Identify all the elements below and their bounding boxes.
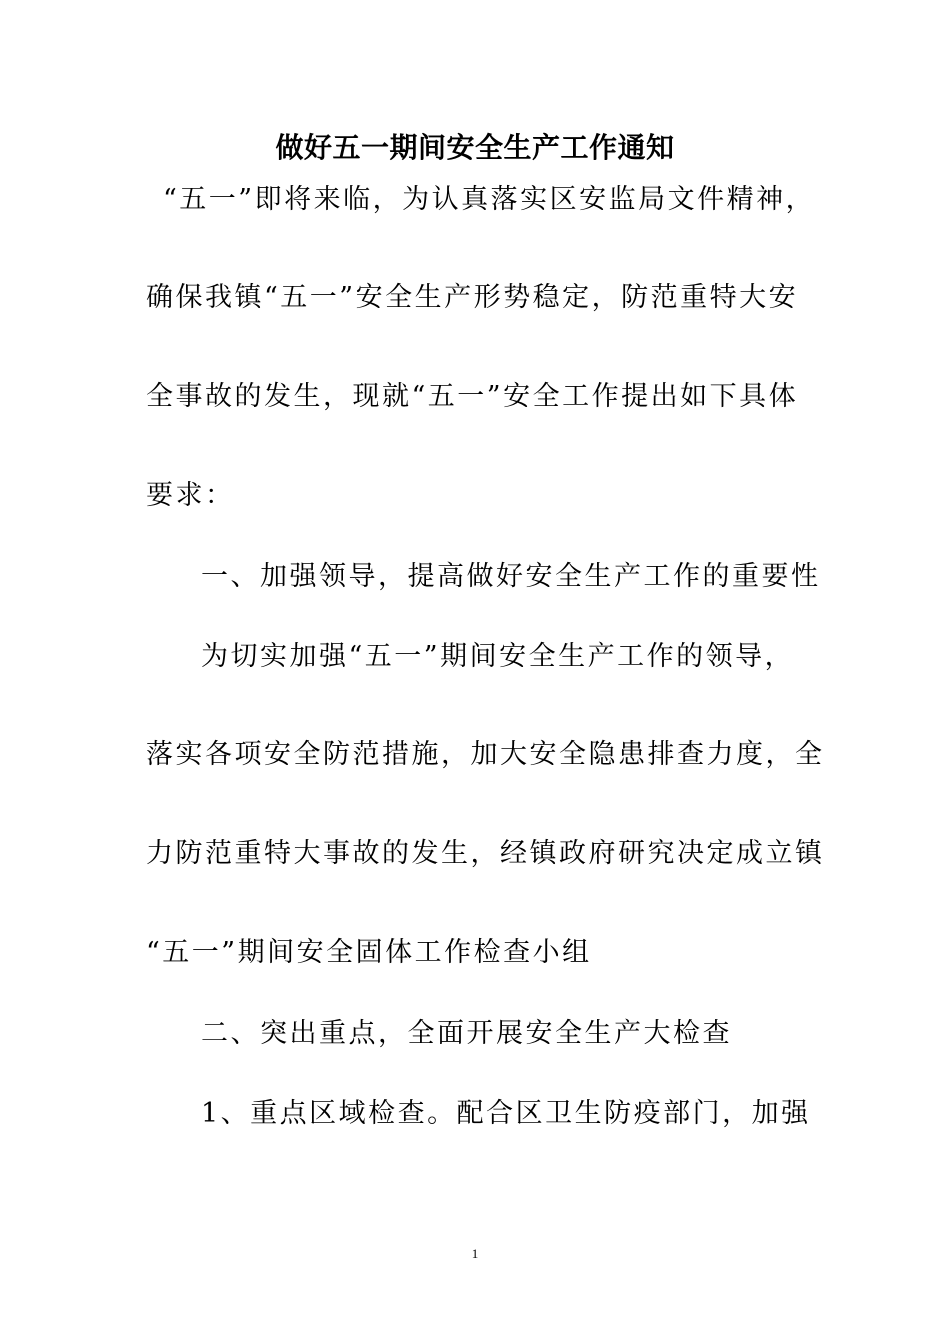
paragraph-line: “五一”期间安全固体工作检查小组: [146, 937, 592, 968]
paragraph-line: 确保我镇“五一”安全生产形势稳定，防范重特大安: [146, 282, 799, 313]
paragraph-line: 1、重点区域检查。配合区卫生防疫部门，加强: [201, 1098, 811, 1129]
section-heading: 二、突出重点，全面开展安全生产大检查: [201, 1018, 732, 1049]
paragraph-line: 力防范重特大事故的发生，经镇政府研究决定成立镇: [146, 838, 825, 869]
section-heading: 一、加强领导，提高做好安全生产工作的重要性: [201, 561, 821, 592]
document-title: 做好五一期间安全生产工作通知: [275, 131, 675, 164]
paragraph-line: 落实各项安全防范措施，加大安全隐患排查力度，全: [146, 739, 825, 770]
paragraph-line: 全事故的发生，现就“五一”安全工作提出如下具体: [146, 381, 799, 412]
paragraph-line: 为切实加强“五一”期间安全生产工作的领导，: [201, 641, 795, 672]
paragraph-line: 要求：: [146, 480, 235, 511]
page-number: 1: [471, 1246, 479, 1261]
paragraph-line: “五一”即将来临，为认真落实区安监局文件精神，: [163, 184, 816, 215]
